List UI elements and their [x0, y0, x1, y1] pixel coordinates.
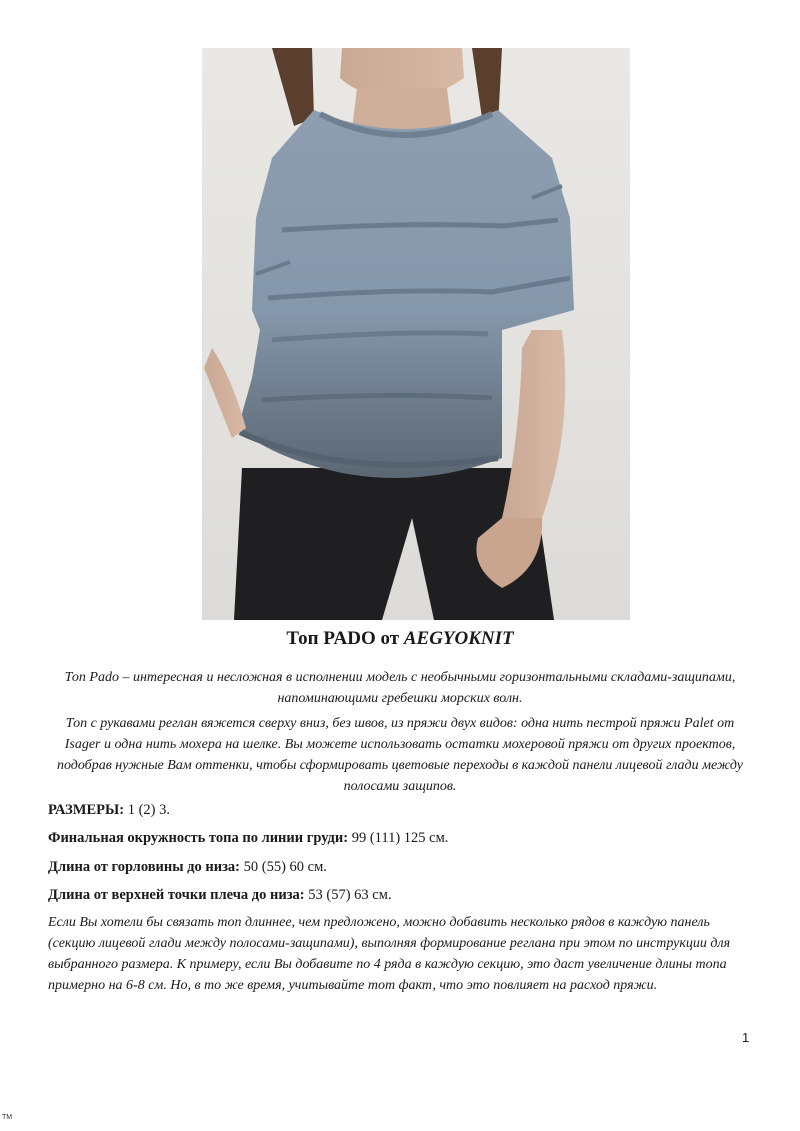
page-number: 1: [742, 1030, 750, 1045]
photo-illustration: [202, 48, 630, 620]
spec-label: Финальная окружность топа по линии груди:: [48, 830, 349, 846]
spec-length-neck: [48, 857, 752, 877]
intro-paragraph-2: Топ с рукавами реглан вяжется сверху вниз, без швов, из пряжи двух видов: одна нить пестрой пряжи Palet от Isager и одна нить мохера на шелке. Вы можете использовать остатки мохеровой пряжи от других проектов, подобрав нужные Вам оттенки, чтобы сформировать цветовые переходы в каждой панели лицевой глади между полосами защипов.: [56, 716, 744, 794]
length-note: Если Вы хотели бы связать топ длиннее, чем предложено, можно добавить несколько рядов в каждую панель (секцию лицевой глади между полосами-защипами), выполняя формирование реглана при этом по инструкции для выбранного размера. К примеру, если Вы добавите по 4 ряда в каждую секцию, это даст увеличение длины топа примерно на 6-8 см. Но, в то же время, учитывайте тот факт, что это повлияет на расход пряжи.: [48, 915, 731, 993]
title-main: Топ PADO от: [286, 628, 404, 649]
trademark-mark: TM: [2, 1114, 13, 1121]
spec-value: 50 (55) 60 см.: [240, 859, 327, 875]
spec-value: 99 (111) 125 см.: [348, 830, 449, 846]
spec-bust-circumference: [48, 828, 752, 848]
spec-length-shoulder: [48, 885, 752, 905]
spec-value: 1 (2) 3.: [124, 802, 170, 818]
intro-paragraph-1: Топ Pado – интересная и несложная в исполнении модель с необычными горизонтальными складами-защипами, напоминающими гребешки морских волн.: [64, 670, 736, 706]
pattern-title: [0, 628, 800, 650]
spec-value: 53 (57) 63 см.: [304, 887, 392, 903]
spec-label: Длина от горловины до низа:: [48, 859, 241, 875]
spec-label: РАЗМЕРЫ:: [48, 802, 125, 818]
title-brand: AEGYOKNIT: [403, 628, 514, 649]
spec-label: Длина от верхней точки плеча до низа:: [48, 887, 305, 903]
product-photo: [202, 48, 630, 620]
spec-sizes: [48, 800, 752, 820]
